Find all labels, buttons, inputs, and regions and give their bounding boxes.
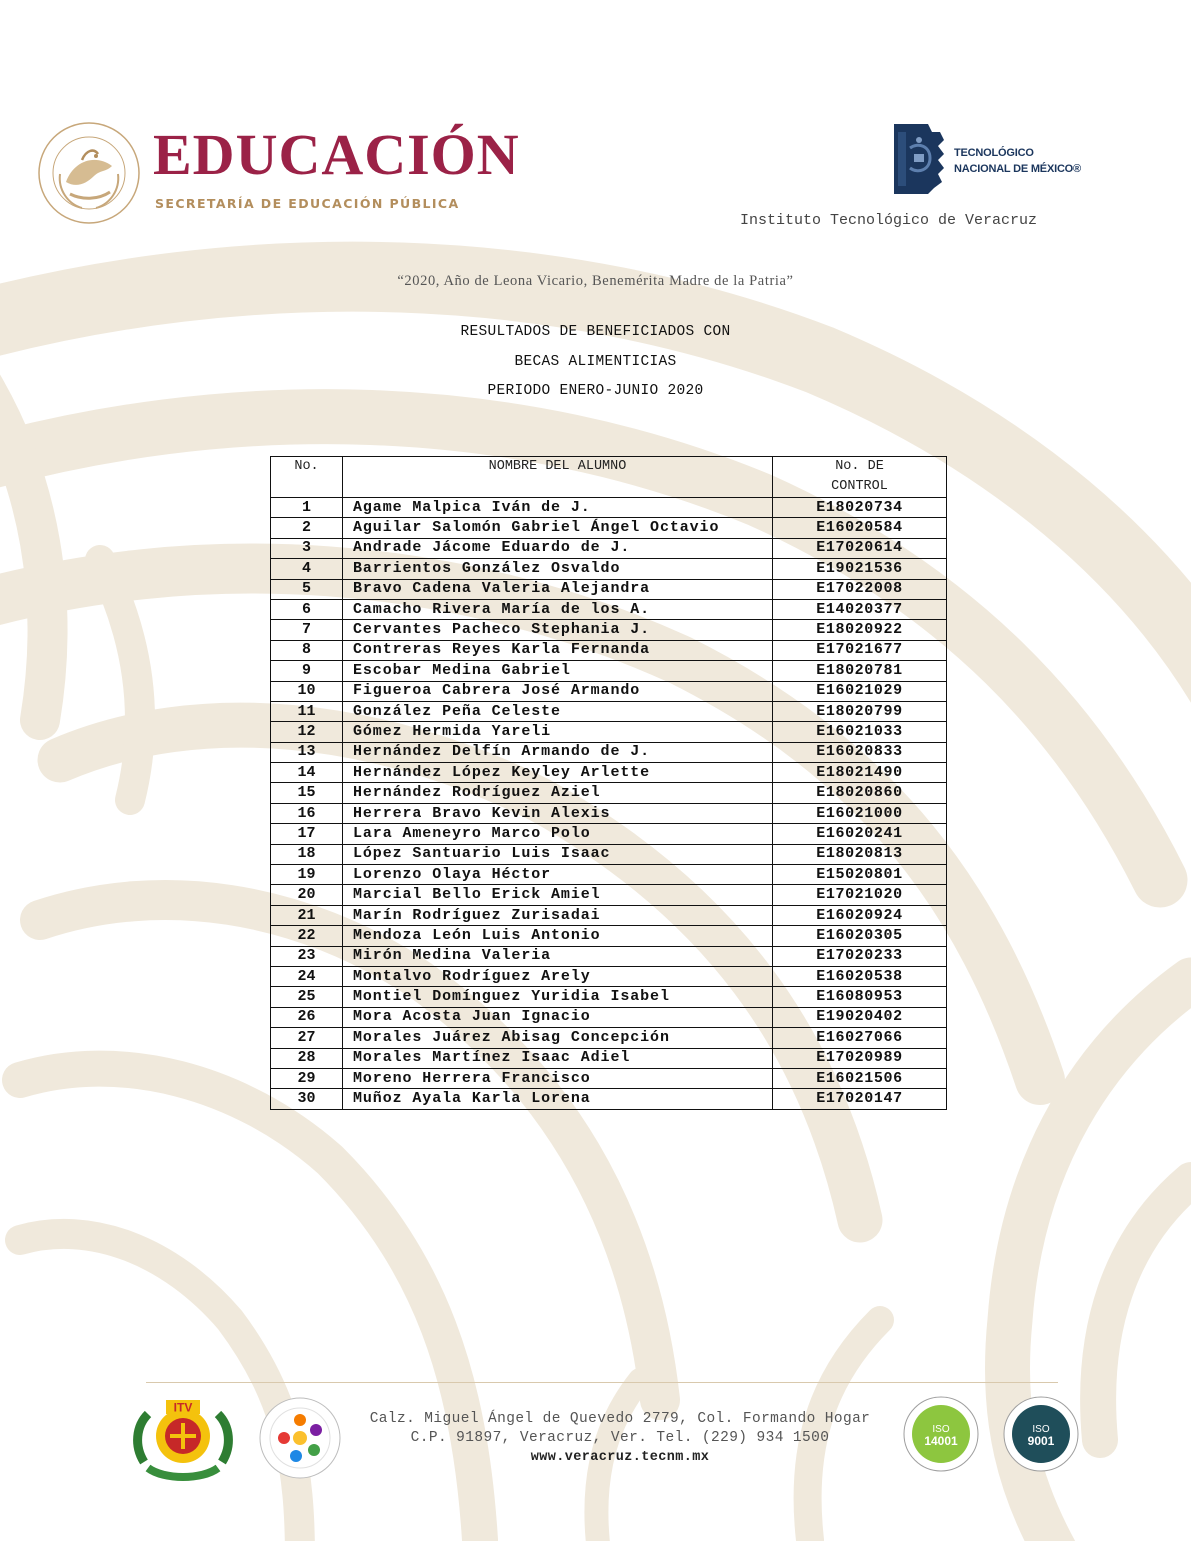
student-name: Escobar Medina Gabriel bbox=[343, 661, 773, 681]
year-motto: “2020, Año de Leona Vicario, Benemérita Madre de la Patria” bbox=[397, 273, 794, 289]
control-number: E18020781 bbox=[773, 661, 947, 681]
student-name: Mirón Medina Valeria bbox=[343, 946, 773, 966]
gender-equity-seal-icon bbox=[258, 1396, 342, 1480]
row-number: 5 bbox=[271, 579, 343, 599]
table-row bbox=[271, 742, 947, 762]
row-number: 3 bbox=[271, 538, 343, 558]
row-number: 29 bbox=[271, 1068, 343, 1088]
student-name: Morales Martínez Isaac Adiel bbox=[343, 1048, 773, 1068]
student-name: Herrera Bravo Kevin Alexis bbox=[343, 803, 773, 823]
student-name: Camacho Rivera María de los A. bbox=[343, 599, 773, 619]
iso-9001-number: 9001 bbox=[1027, 1434, 1055, 1448]
student-name: Morales Juárez Abisag Concepción bbox=[343, 1028, 773, 1048]
student-name: Figueroa Cabrera José Armando bbox=[343, 681, 773, 701]
table-row bbox=[271, 987, 947, 1007]
student-name: Barrientos González Osvaldo bbox=[343, 559, 773, 579]
control-number: E16021506 bbox=[773, 1068, 947, 1088]
footer-divider bbox=[146, 1382, 1058, 1383]
control-number: E16020538 bbox=[773, 966, 947, 986]
table-row bbox=[271, 865, 947, 885]
row-number: 22 bbox=[271, 926, 343, 946]
institute-name: Instituto Tecnológico de Veracruz bbox=[740, 212, 1038, 229]
student-name: López Santuario Luis Isaac bbox=[343, 844, 773, 864]
iso-9001-label: ISO bbox=[1032, 1424, 1050, 1435]
student-name: Cervantes Pacheco Stephania J. bbox=[343, 620, 773, 640]
row-number: 9 bbox=[271, 661, 343, 681]
student-name: Gómez Hermida Yareli bbox=[343, 722, 773, 742]
row-number: 13 bbox=[271, 742, 343, 762]
header-control bbox=[773, 457, 947, 498]
row-number: 20 bbox=[271, 885, 343, 905]
address-line-2: C.P. 91897, Veracruz, Ver. Tel. (229) 934 1500 bbox=[410, 1430, 830, 1446]
control-number: E18020799 bbox=[773, 701, 947, 721]
table-row bbox=[271, 498, 947, 518]
row-number: 26 bbox=[271, 1007, 343, 1027]
control-number: E16021033 bbox=[773, 722, 947, 742]
title-line-3: PERIODO ENERO-JUNIO 2020 bbox=[487, 383, 704, 399]
control-number: E17020233 bbox=[773, 946, 947, 966]
control-number: E18020813 bbox=[773, 844, 947, 864]
table-row bbox=[271, 824, 947, 844]
control-number: E18020922 bbox=[773, 620, 947, 640]
table-row bbox=[271, 803, 947, 823]
tecnm-line-2: NACIONAL DE MÉXICO® bbox=[954, 163, 1081, 175]
student-name: Marín Rodríguez Zurisadai bbox=[343, 905, 773, 925]
student-name: Contreras Reyes Karla Fernanda bbox=[343, 640, 773, 660]
header-name: NOMBRE DEL ALUMNO bbox=[343, 457, 773, 498]
table-row bbox=[271, 783, 947, 803]
tecnm-gear-logo-icon bbox=[888, 118, 950, 198]
table-row bbox=[271, 599, 947, 619]
student-name: Hernández Rodríguez Aziel bbox=[343, 783, 773, 803]
table-row bbox=[271, 722, 947, 742]
control-number: E16027066 bbox=[773, 1028, 947, 1048]
table-row bbox=[271, 966, 947, 986]
table-row bbox=[271, 538, 947, 558]
row-number: 24 bbox=[271, 966, 343, 986]
row-number: 18 bbox=[271, 844, 343, 864]
table-row bbox=[271, 559, 947, 579]
student-name: Lorenzo Olaya Héctor bbox=[343, 865, 773, 885]
student-name: González Peña Celeste bbox=[343, 701, 773, 721]
title-line-1: RESULTADOS DE BENEFICIADOS CON bbox=[460, 324, 731, 340]
table-row bbox=[271, 661, 947, 681]
ministry-subtitle: SECRETARÍA DE EDUCACIÓN PÚBLICA bbox=[155, 196, 460, 211]
beneficiaries-table-container bbox=[270, 456, 947, 1110]
beneficiaries-table bbox=[270, 456, 947, 1110]
row-number: 10 bbox=[271, 681, 343, 701]
tecnm-name bbox=[954, 145, 1081, 177]
row-number: 25 bbox=[271, 987, 343, 1007]
control-number: E18020860 bbox=[773, 783, 947, 803]
table-row bbox=[271, 946, 947, 966]
row-number: 4 bbox=[271, 559, 343, 579]
table-row bbox=[271, 579, 947, 599]
title-line-2: BECAS ALIMENTICIAS bbox=[514, 353, 677, 370]
table-row bbox=[271, 1068, 947, 1088]
student-name: Hernández Delfín Armando de J. bbox=[343, 742, 773, 762]
student-name: Mendoza León Luis Antonio bbox=[343, 926, 773, 946]
document-title bbox=[0, 318, 1191, 407]
itv-emblem-icon bbox=[130, 1392, 236, 1482]
student-name: Muñoz Ayala Karla Lorena bbox=[343, 1089, 773, 1109]
control-number: E16021000 bbox=[773, 803, 947, 823]
row-number: 14 bbox=[271, 763, 343, 783]
mexico-seal-icon bbox=[36, 120, 142, 226]
control-number: E16020305 bbox=[773, 926, 947, 946]
header-control-line-1: No. DE bbox=[835, 459, 884, 474]
control-number: E19020402 bbox=[773, 1007, 947, 1027]
row-number: 28 bbox=[271, 1048, 343, 1068]
website-link[interactable]: www.veracruz.tecnm.mx bbox=[530, 1450, 710, 1465]
control-number: E17020614 bbox=[773, 538, 947, 558]
row-number: 2 bbox=[271, 518, 343, 538]
control-number: E16020924 bbox=[773, 905, 947, 925]
table-body bbox=[271, 498, 947, 1110]
table-row bbox=[271, 885, 947, 905]
row-number: 15 bbox=[271, 783, 343, 803]
student-name: Bravo Cadena Valeria Alejandra bbox=[343, 579, 773, 599]
address-line-1: Calz. Miguel Ángel de Quevedo 2779, Col. Formando Hogar bbox=[369, 1411, 871, 1427]
control-number: E17021677 bbox=[773, 640, 947, 660]
row-number: 7 bbox=[271, 620, 343, 640]
row-number: 30 bbox=[271, 1089, 343, 1109]
control-number: E15020801 bbox=[773, 865, 947, 885]
table-row bbox=[271, 926, 947, 946]
iso-14001-number: 14001 bbox=[924, 1434, 958, 1448]
iso-14001-label: ISO bbox=[932, 1424, 950, 1435]
control-number: E16020584 bbox=[773, 518, 947, 538]
table-header-row bbox=[271, 457, 947, 498]
control-number: E18020734 bbox=[773, 498, 947, 518]
table-row bbox=[271, 844, 947, 864]
control-number: E14020377 bbox=[773, 599, 947, 619]
row-number: 17 bbox=[271, 824, 343, 844]
student-name: Hernández López Keyley Arlette bbox=[343, 763, 773, 783]
tecnm-line-1: TECNOLÓGICO bbox=[954, 147, 1034, 159]
iso-9001-seal-icon bbox=[1002, 1395, 1080, 1473]
table-row bbox=[271, 763, 947, 783]
control-number: E16080953 bbox=[773, 987, 947, 1007]
row-number: 1 bbox=[271, 498, 343, 518]
table-row bbox=[271, 518, 947, 538]
itv-label: ITV bbox=[173, 1400, 193, 1415]
table-row bbox=[271, 1007, 947, 1027]
table-row bbox=[271, 681, 947, 701]
table-row bbox=[271, 640, 947, 660]
row-number: 16 bbox=[271, 803, 343, 823]
control-number: E16020833 bbox=[773, 742, 947, 762]
control-number: E16021029 bbox=[773, 681, 947, 701]
row-number: 21 bbox=[271, 905, 343, 925]
table-row bbox=[271, 701, 947, 721]
table-row bbox=[271, 620, 947, 640]
row-number: 27 bbox=[271, 1028, 343, 1048]
control-number: E19021536 bbox=[773, 559, 947, 579]
student-name: Agame Malpica Iván de J. bbox=[343, 498, 773, 518]
control-number: E17020147 bbox=[773, 1089, 947, 1109]
student-name: Montalvo Rodríguez Arely bbox=[343, 966, 773, 986]
row-number: 8 bbox=[271, 640, 343, 660]
row-number: 19 bbox=[271, 865, 343, 885]
control-number: E17022008 bbox=[773, 579, 947, 599]
row-number: 23 bbox=[271, 946, 343, 966]
student-name: Montiel Domínguez Yuridia Isabel bbox=[343, 987, 773, 1007]
table-row bbox=[271, 1028, 947, 1048]
row-number: 6 bbox=[271, 599, 343, 619]
student-name: Andrade Jácome Eduardo de J. bbox=[343, 538, 773, 558]
control-number: E16020241 bbox=[773, 824, 947, 844]
header-no: No. bbox=[271, 457, 343, 498]
student-name: Mora Acosta Juan Ignacio bbox=[343, 1007, 773, 1027]
student-name: Aguilar Salomón Gabriel Ángel Octavio bbox=[343, 518, 773, 538]
student-name: Moreno Herrera Francisco bbox=[343, 1068, 773, 1088]
ministry-name: EDUCACIÓN bbox=[153, 122, 520, 187]
control-number: E17020989 bbox=[773, 1048, 947, 1068]
footer-address bbox=[350, 1410, 890, 1467]
control-number: E18021490 bbox=[773, 763, 947, 783]
header-control-line-2: CONTROL bbox=[831, 479, 888, 494]
row-number: 11 bbox=[271, 701, 343, 721]
table-row bbox=[271, 1089, 947, 1109]
table-row bbox=[271, 905, 947, 925]
control-number: E17021020 bbox=[773, 885, 947, 905]
table-row bbox=[271, 1048, 947, 1068]
student-name: Lara Ameneyro Marco Polo bbox=[343, 824, 773, 844]
row-number: 12 bbox=[271, 722, 343, 742]
iso-14001-seal-icon bbox=[902, 1395, 980, 1473]
student-name: Marcial Bello Erick Amiel bbox=[343, 885, 773, 905]
